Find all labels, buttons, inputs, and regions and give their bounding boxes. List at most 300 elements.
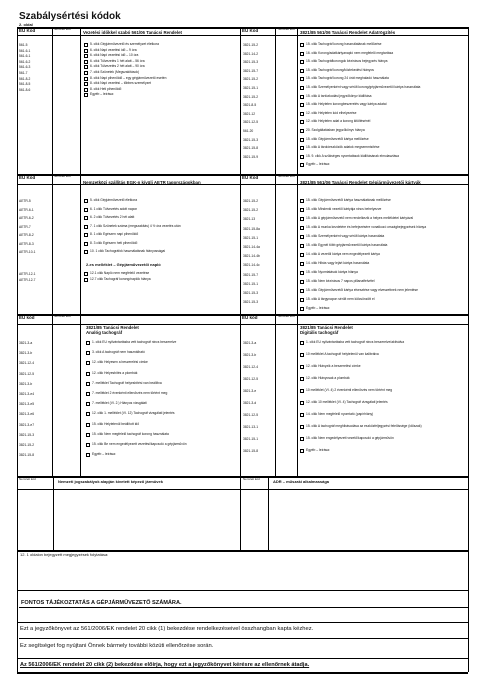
divider (17, 590, 468, 591)
checkbox-item[interactable] (84, 65, 238, 69)
checkbox[interactable] (84, 278, 88, 282)
section-heading: 3821/85 Tanácsi Rendelet (300, 325, 353, 330)
checkbox-label: 15. cikk Helytelen korongbeszerelés vagy kártya adatai (306, 102, 387, 107)
checkbox[interactable] (300, 413, 304, 417)
code-cell: 3821-15-2 (243, 94, 259, 99)
code-cell: AETR-10-1 (19, 250, 36, 254)
checkbox-label: 6. 1 cikk Túlvezetés adott napon (90, 206, 138, 211)
checkbox-item[interactable] (84, 278, 238, 282)
checkbox-label: 15. cikk Tachográf korong használatának mellőzése (306, 42, 382, 46)
checkbox-item[interactable] (300, 244, 466, 248)
checkbox[interactable] (84, 88, 88, 92)
code-cell: 3821-15-2 (243, 43, 259, 47)
code-cell: 3821-3-b (243, 353, 257, 357)
checkbox[interactable] (84, 82, 88, 86)
checkbox-label: Egyéb – leírása: (306, 162, 330, 167)
checkbox[interactable] (300, 138, 304, 142)
checkbox-label: 15. cikk Gépjárművezetői kártya mellőzése (306, 136, 369, 141)
checkbox-label: 15. cikk Nyomtatások kártya hiánya (306, 270, 358, 274)
checkbox-item[interactable] (300, 298, 466, 302)
checkbox[interactable] (300, 112, 304, 116)
info-title: FONTOS TÁJÉKOZTATÁS A GÉPJÁRMŰVEZETŐ SZÁMÁRA. (21, 600, 182, 606)
checkbox-label: 6. cikk Napi vezetési idő – 10 óra (90, 53, 139, 58)
checkbox[interactable] (84, 43, 88, 47)
center-divider (240, 476, 241, 550)
checkbox[interactable] (86, 341, 90, 345)
checkbox[interactable] (300, 425, 304, 429)
section-subheading: Digitális tachográf (300, 330, 339, 335)
checkbox-item[interactable] (86, 361, 238, 365)
code-cell: AETR-8-2 (19, 233, 34, 237)
checkbox[interactable] (86, 433, 90, 437)
checkbox[interactable] (300, 253, 304, 257)
checkbox-label: 12. cikk Helyesen a beszerelési címke (92, 360, 148, 365)
code-cell: AETR-12-1 (19, 272, 36, 276)
checkbox-label: 10. 1 cikk Tachográfok használatának hiányosságai (90, 249, 166, 253)
divider (17, 35, 468, 36)
code-cell: 561-8-6 (19, 87, 31, 92)
checkbox[interactable] (86, 351, 90, 355)
divider (19, 638, 468, 639)
checkbox[interactable] (300, 307, 304, 311)
code-cell: 561-6-1 (19, 54, 31, 59)
checkbox[interactable] (300, 262, 304, 266)
code-cell: 561-7 (19, 71, 28, 75)
checkbox-label: 15. cikk Tachográfkorongok kézírásos bejegyzés hiánya (306, 59, 388, 64)
checkbox[interactable] (86, 443, 90, 447)
col-sep (297, 27, 298, 476)
checkbox[interactable] (300, 377, 304, 381)
checkbox[interactable] (84, 77, 88, 81)
checkbox-label: 14. cikk Nem megfelelő nyomtató (papírhiány) (306, 412, 374, 416)
checkbox[interactable] (300, 437, 304, 441)
checkbox-item[interactable] (84, 250, 238, 254)
checkbox-item[interactable] (300, 112, 466, 116)
national-code-header: Nemzeti kód (278, 174, 295, 178)
checkbox[interactable] (300, 69, 304, 73)
code-cell: 3821-15-7 (243, 68, 259, 73)
checkbox-label: 8. 3 cikk Egészen heti pihenőidő (90, 240, 138, 245)
checkbox-label: 15. cikk Személyenként vagy sérült kártya használata (306, 234, 385, 238)
checkbox-item[interactable] (300, 253, 466, 257)
checkbox-item[interactable] (300, 60, 466, 64)
checkbox[interactable] (84, 225, 88, 229)
code-cell: 3821-15-2 (243, 199, 259, 203)
code-cell: 3821-15-8 (243, 146, 259, 151)
code-cell: AETR-6-2 (19, 216, 34, 220)
national-code-header: Nemzeti kód (243, 477, 260, 481)
code-cell: 3821-3-e4 (19, 392, 35, 396)
checkbox-label: Egyéb – leírása: (306, 306, 330, 310)
code-cell: 3821-15-1 (243, 437, 259, 441)
checkbox-label: 14. cikk Hibás vagy lejárt kártya használata (306, 261, 370, 265)
divider (17, 489, 468, 490)
code-cell: 3821-15-2 (243, 77, 259, 82)
checkbox[interactable] (300, 217, 304, 221)
checkbox[interactable] (86, 382, 90, 386)
checkbox[interactable] (300, 401, 304, 405)
checkbox-label: 12. cikk Hiányosak a plombák (306, 376, 350, 380)
checkbox[interactable] (86, 402, 90, 406)
section-heading: 3821/85 Tanácsi Rendelet (86, 325, 139, 330)
checkbox-item[interactable] (84, 49, 238, 53)
checkbox-label: 7. cikk Szünetek (Megszakítások) (90, 70, 140, 74)
border-left (17, 27, 18, 672)
checkbox-label: 15. cikk A tárolóeszközök adatok megsemmisítése (306, 145, 380, 150)
checkbox-label: 7. melléklet Tachográf helyesbítési van beállítva (92, 380, 162, 385)
col-sep (80, 27, 81, 476)
checkbox[interactable] (300, 235, 304, 239)
section-heading: Vezetési időkkel szabó 561/06 Tanácsi Rendelet (83, 30, 182, 35)
checkbox[interactable] (84, 49, 88, 53)
checkbox-label: 8. cikk Heti pihenőidő (90, 86, 122, 91)
checkbox-item[interactable] (300, 425, 466, 429)
checkbox[interactable] (300, 52, 304, 56)
checkbox[interactable] (300, 120, 304, 124)
checkbox[interactable] (86, 423, 90, 427)
checkbox[interactable] (300, 146, 304, 150)
eu-code-header: EU Kód (242, 175, 259, 180)
code-cell: 3821-15-3 (19, 432, 35, 437)
checkbox[interactable] (300, 77, 304, 81)
section-subheading: Analóg tachográf (86, 330, 123, 335)
checkbox-label: 8. 1 cikk Egészen napi pihenőidő (90, 232, 139, 236)
section-heading: 3821/85 561/06 Tanácsi Rendelet Adatrögzítés (300, 30, 396, 35)
checkbox[interactable] (84, 208, 88, 212)
checkbox[interactable] (84, 65, 88, 69)
checkbox-item[interactable] (86, 341, 238, 345)
checkbox-item[interactable] (86, 402, 238, 406)
checkbox-item[interactable] (300, 307, 466, 311)
checkbox-item[interactable] (86, 453, 238, 457)
code-cell: 561-5 (19, 43, 28, 47)
checkbox-label: 15. cikk Nem engedélyezett vezető/kapcsoló a gépjárművön (306, 436, 394, 440)
checkbox-item[interactable] (86, 372, 238, 376)
code-cell: 3821-3-e6 (19, 412, 35, 417)
checkbox[interactable] (300, 208, 304, 212)
checkbox[interactable] (84, 242, 88, 246)
checkbox-item[interactable] (300, 413, 466, 417)
checkbox-label: 6. cikk Napi vezetési idő – 9 óra (90, 47, 137, 52)
checkbox-label: 16. cikk Korong/adatkártyanapló nem megfelelő megtartása (306, 50, 394, 55)
checkbox-item[interactable] (300, 271, 466, 275)
checkbox-label: 15. 9. cikk A szükséges nyomtatások kiállításának elmulasztása (306, 153, 399, 158)
checkbox-label: 12.1 cikk Napló nem megfelelő vezetése (90, 271, 150, 275)
checkbox-label: 7. melléklet (VI. 2.) Hiányos vizsgálati (92, 401, 147, 406)
checkbox-item[interactable] (84, 43, 238, 47)
checkbox[interactable] (300, 43, 304, 47)
checkbox-item[interactable] (300, 69, 466, 73)
code-cell: 3821-13 (243, 217, 256, 222)
checkbox[interactable] (84, 199, 88, 203)
checkbox-label: 7. 1 cikk Szünetek száma (megszakítás) 4 ½ óra vezetés után (90, 223, 181, 228)
checkbox[interactable] (300, 298, 304, 302)
national-code-header: Nemzeti kód (278, 314, 295, 318)
checkbox-label: 15. cikk Be nem engedélyezett vezetési/kapcsoló a gépjárművön (92, 442, 187, 446)
code-cell: 3821-12-5 (243, 413, 259, 417)
national-code-header: Nemzeti kód (278, 27, 295, 31)
code-cell: 3821-15-8a (243, 226, 260, 231)
info-text: Ezt a jegyzőkönyvet az 561/2006/EK rendelet 20 cikk (1) bekezdése rendelkezéseivel összhangban kapta kézhez. (20, 626, 314, 632)
checkbox-item[interactable] (300, 235, 466, 239)
checkbox[interactable] (300, 129, 304, 133)
checkbox-label: 15. cikk Nem kézírásos 7 napos pillanatfelvétel (306, 279, 375, 283)
checkbox-item[interactable] (86, 382, 238, 386)
code-cell: AETR-5 (19, 199, 31, 203)
checkbox-item[interactable] (300, 401, 466, 405)
checkbox-item[interactable] (84, 233, 238, 237)
checkbox-item[interactable] (84, 54, 238, 58)
border-right (468, 27, 469, 672)
divider (17, 658, 468, 659)
remarks-area[interactable] (20, 558, 466, 589)
checkbox-item[interactable] (300, 449, 466, 453)
checkbox[interactable] (300, 199, 304, 203)
code-cell: 561-6-2 (19, 59, 31, 64)
checkbox[interactable] (86, 372, 90, 376)
checkbox-item[interactable] (84, 272, 238, 276)
national-code-header: Nemzeti kód (54, 314, 71, 318)
checkbox-item[interactable] (300, 163, 466, 167)
code-cell: 3821-3-a (243, 341, 257, 345)
checkbox-item[interactable] (86, 443, 238, 447)
code-cell: 3821-12-5 (19, 371, 35, 376)
code-cell: AETR-6-1 (19, 207, 34, 212)
checkbox-item[interactable] (86, 433, 238, 437)
checkbox-label: 15. cikk Tachográf korong/közlekedési hiányos (306, 67, 374, 72)
checkbox-item[interactable] (300, 146, 466, 150)
checkbox-item[interactable] (300, 129, 466, 133)
code-cell: 3821-15-8 (19, 453, 35, 458)
checkbox-label: 15. cikk Tachográf korong 24 órát meghaladó használata (306, 76, 389, 81)
checkbox[interactable] (300, 449, 304, 453)
checkbox-item[interactable] (300, 208, 466, 212)
checkbox-item[interactable] (300, 77, 466, 81)
checkbox-label: 7. melléklet 2 évenkénti ellenőrzés nem történt meg (92, 391, 168, 395)
code-cell: 3821-12-4 (19, 361, 35, 366)
code-cell: 3821-15-2 (19, 443, 35, 447)
checkbox-label: 5. cikk Gépjárművezető életkora (90, 198, 138, 202)
checkbox-label: 10 melléklet A tachográf helytelenül van kalibrálva (306, 352, 379, 356)
code-cell: 3821-3-b (19, 351, 33, 356)
checkbox[interactable] (300, 280, 304, 284)
national-code-header: Nemzeti kód (19, 477, 36, 481)
code-cell: 3821-15-3 (243, 60, 259, 65)
code-cell: AETR-8-3 (19, 241, 34, 246)
checkbox[interactable] (84, 233, 88, 237)
checkbox-item[interactable] (300, 289, 466, 293)
page-subtitle: 2. oldal (19, 22, 33, 27)
checkbox[interactable] (84, 216, 88, 220)
code-cell: 3821-13-1 (243, 425, 259, 429)
checkbox-item[interactable] (86, 412, 238, 416)
checkbox-item[interactable] (300, 217, 466, 221)
checkbox-item[interactable] (84, 71, 238, 75)
section-heading: 3821/85 561/06 Tanácsi Rendelet Gépjárművezetői kártyák (300, 180, 421, 185)
checkbox-item[interactable] (300, 43, 466, 47)
code-cell: 3821-8-5 (243, 103, 257, 108)
eu-code-header: EU Kód (19, 28, 36, 33)
checkbox-item[interactable] (84, 242, 238, 246)
checkbox-item[interactable] (300, 103, 466, 107)
checkbox-item[interactable] (300, 389, 466, 393)
col-sep (53, 476, 54, 550)
section-heading: ADR – műszaki alkalmassága (273, 479, 330, 484)
national-code-header: Nemzeti kód (54, 27, 71, 31)
code-cell: 3821-15-7 (243, 272, 259, 277)
code-cell: 561-8-2 (19, 76, 31, 81)
checkbox[interactable] (300, 365, 304, 369)
checkbox-item[interactable] (300, 226, 466, 230)
checkbox[interactable] (86, 453, 90, 457)
checkbox-label: 20. Szolgáltatásban jegyzőkönyv hiánya (306, 128, 365, 132)
checkbox-item[interactable] (84, 225, 238, 229)
checkbox-label: Egyéb – leírása: (90, 92, 114, 97)
checkbox-item[interactable] (300, 341, 466, 345)
code-cell: 3821-15-1 (243, 86, 259, 90)
checkbox-item[interactable] (84, 60, 238, 64)
checkbox-label: 8. cikk Napi pihenőidő – egy gépjárművezető esetén (90, 75, 167, 80)
checkbox-label: 15. cikk A munka kezdetére és befejezésére vonatkozó országbejegyzések hiánya (306, 225, 427, 229)
checkbox-item[interactable] (300, 377, 466, 381)
eu-code-header: EU kód (19, 315, 35, 320)
national-code-header: Nemzeti kód (54, 174, 71, 178)
checkbox-item[interactable] (300, 155, 466, 159)
checkbox[interactable] (84, 93, 88, 97)
checkbox[interactable] (86, 361, 90, 365)
checkbox-label: 10 melléklet (VI. 4) 2 évenkénti ellenőrzés nem történt meg (306, 388, 393, 392)
code-cell: 3821-3-a (19, 341, 33, 345)
checkbox-item[interactable] (300, 353, 466, 357)
checkbox[interactable] (300, 389, 304, 393)
code-cell: 561-20 (243, 129, 254, 133)
info-text-bold: Az 561/2006/EK rendelet 20 cikk (2) bekezdése előírja, hogy ezt a jegyzőkönyvet kérésre az ellenőrnek átadja. (20, 662, 310, 668)
divider (19, 607, 468, 608)
code-cell: 3821-3-e7 (19, 422, 35, 427)
checkbox-item[interactable] (84, 93, 238, 97)
checkbox[interactable] (84, 54, 88, 58)
checkbox[interactable] (84, 272, 88, 276)
checkbox-item[interactable] (300, 365, 466, 369)
checkbox-item[interactable] (300, 52, 466, 56)
checkbox-label: 1. cikk EU nyilvántartásba vett tachográf nincs beszerelve (92, 340, 177, 344)
checkbox-item[interactable] (84, 208, 238, 212)
checkbox-item[interactable] (86, 351, 238, 355)
divider (17, 622, 468, 623)
code-cell: 3821-15-2 (243, 208, 259, 213)
center-divider (240, 27, 241, 476)
checkbox-label: 1. cikk EU nyilvántartásba vett tachográf nincs beszerelve/aktiválva (306, 340, 405, 344)
checkbox[interactable] (300, 103, 304, 107)
checkbox[interactable] (300, 60, 304, 64)
code-cell: 3821-15-1 (243, 235, 259, 240)
checkbox-label: 12. cikk 10 melléklet (VI. 4) Tachográf vizsgálati jelentés (306, 400, 388, 404)
checkbox-label: 15. cikk Mindenki vezetői kártyája nincs behelyezve (306, 207, 382, 211)
checkbox-item[interactable] (300, 120, 466, 124)
checkbox-label: 12. cikk Helyesbítés a plombák (92, 370, 138, 375)
divider (17, 672, 468, 674)
code-cell: 3821-12 (243, 111, 256, 116)
code-cell: 3821-14-4c (243, 263, 260, 268)
code-cell: 561-6-1 (19, 48, 31, 53)
checkbox-label: 15. cikk Gépjárművezetői kártya elvesztése vagy elveszettnek nem jelentése (306, 288, 418, 292)
code-cell: 3821-15-8 (243, 449, 259, 453)
checkbox[interactable] (300, 353, 304, 357)
checkbox-item[interactable] (84, 199, 238, 203)
checkbox-item[interactable] (84, 77, 238, 81)
checkbox-item[interactable] (86, 392, 238, 396)
checkbox-label: 6. cikk Túlvezetés 1 hét alatt – 56 óra (90, 58, 145, 63)
checkbox[interactable] (84, 60, 88, 64)
code-cell: 3821-14-2 (243, 51, 259, 56)
code-cell: 3821-3-d (243, 401, 257, 405)
eu-code-header: EU kód (242, 315, 258, 320)
code-cell: 3821-15-3 (243, 291, 259, 295)
checkbox-item[interactable] (300, 437, 466, 441)
checkbox[interactable] (300, 289, 304, 293)
checkbox-item[interactable] (84, 82, 238, 86)
checkbox-label: 15. cikk Helytelenül beállított idő (92, 421, 140, 426)
checkbox-label: 12. cikk Helytelen adat a korong kitöltésénél (306, 119, 371, 124)
section-heading: Nemzetközi szállítás EGK-n kívüli AETR tagországokban (83, 180, 201, 185)
checkbox-item[interactable] (300, 95, 466, 99)
checkbox-item[interactable] (300, 199, 466, 203)
checkbox[interactable] (300, 244, 304, 248)
checkbox[interactable] (300, 155, 304, 159)
code-cell: 3821-15-1 (243, 281, 259, 286)
checkbox-item[interactable] (300, 280, 466, 284)
checkbox[interactable] (300, 271, 304, 275)
col-sep (52, 27, 53, 476)
checkbox[interactable] (300, 226, 304, 230)
checkbox[interactable] (86, 412, 90, 416)
checkbox-item[interactable] (300, 86, 466, 90)
checkbox-item[interactable] (300, 262, 466, 266)
code-cell: 3821-15-3 (243, 300, 259, 305)
checkbox-label: 12. cikk Hiányzik a beszerelési címke (306, 364, 361, 368)
checkbox-item[interactable] (300, 138, 466, 142)
code-cell: AETR-7 (19, 224, 31, 229)
code-cell: 3821-3-e5 (19, 402, 35, 407)
eu-code-header: EU Kód (19, 175, 36, 180)
checkbox[interactable] (86, 392, 90, 396)
checkbox-label: 15. cikk A tachográf meghibásodása az eszközfeljegyzési felelőssége (időszak) (306, 424, 422, 428)
checkbox[interactable] (300, 341, 304, 345)
checkbox[interactable] (300, 163, 304, 167)
checkbox-label: 12. cikk 1. melléklet (VI. 12) Tachográf vizsgálati jelentés (92, 411, 175, 416)
code-cell: 3821-12-4 (243, 365, 259, 369)
checkbox[interactable] (84, 250, 88, 254)
col-sep (275, 27, 276, 476)
code-cell: 3821-15-3 (243, 137, 259, 142)
checkbox-label: 8. cikk Napi vezetési – többes személyzet (90, 81, 152, 86)
checkbox-label: 14. cikk A vezetői kártya nem engedélyezett kártya (306, 252, 380, 256)
code-cell: AETR-12-7 (19, 277, 36, 282)
col-sep (268, 476, 269, 550)
checkbox-label: 12. cikk Helytelen kód elhelyezése (306, 110, 357, 115)
checkbox-item[interactable] (84, 216, 238, 220)
page-title: Szabálysértési kódok (19, 11, 121, 22)
code-cell: 3821-14-4b (243, 254, 260, 259)
checkbox-label: 15. cikk A tárgynapon sérült nem kölcsönzött el (306, 297, 375, 301)
checkbox[interactable] (84, 71, 88, 75)
code-cell: 561-8-5 (19, 82, 31, 87)
checkbox[interactable] (300, 86, 304, 90)
checkbox[interactable] (300, 95, 304, 99)
checkbox-item[interactable] (84, 88, 238, 92)
checkbox-label: 15. cikk A gépjárművezető nem rendelkezik a helyes mellékletei kártyával (306, 216, 414, 220)
checkbox-item[interactable] (86, 423, 238, 427)
